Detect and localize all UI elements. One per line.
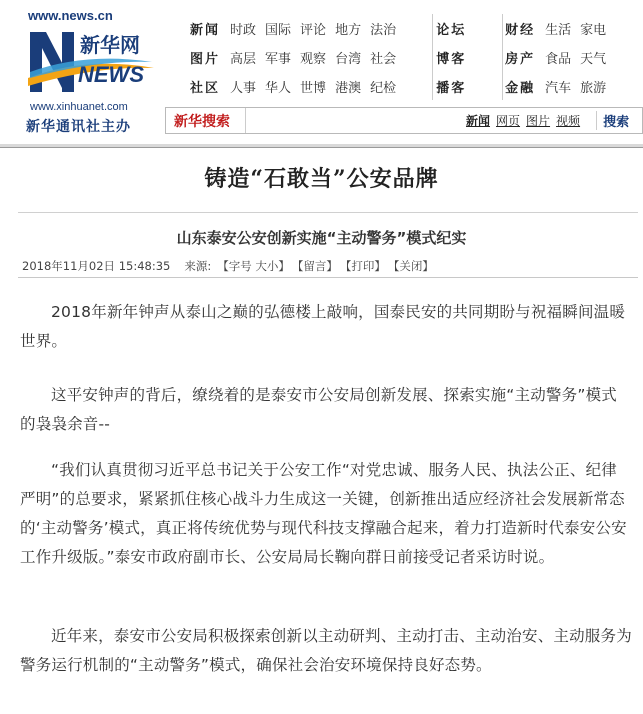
article-paragraph: 2018年新年钟声从泰山之巅的弘德楼上敲响，国泰民安的共同期盼与祝福瞬间温暖世界。	[20, 303, 626, 350]
nav-row-3	[190, 72, 643, 101]
search-bar	[165, 107, 643, 134]
nav-link[interactable]: 台湾	[335, 52, 362, 67]
nav-link[interactable]: 国际	[265, 23, 292, 38]
article-title: 铸造“石敢当”公安品牌	[204, 166, 439, 192]
logo-domain-top: www.news.cn	[28, 8, 113, 23]
nav-link[interactable]: 地方	[335, 23, 362, 38]
article-subtitle: 山东泰安公安创新实施“主动警务”模式纪实	[176, 229, 467, 247]
nav-link[interactable]: 评论	[300, 23, 327, 38]
search-tab-web[interactable]: 网页	[496, 114, 521, 128]
nav-link[interactable]: 播客	[436, 81, 467, 96]
publish-date: 2018年11月02日 15:48:35	[22, 259, 171, 273]
nav-row-1	[190, 14, 643, 43]
nav-link[interactable]: 家电	[580, 23, 607, 38]
logo-mark	[26, 26, 156, 96]
search-tab-news[interactable]: 新闻	[466, 114, 491, 128]
nav-divider	[432, 14, 433, 100]
nav-link[interactable]: 社区	[190, 81, 221, 96]
search-tabs	[466, 112, 586, 129]
logo-sponsor: 新华通讯社主办	[26, 119, 131, 135]
nav-link[interactable]: 人事	[230, 81, 257, 96]
nav-row-2	[190, 43, 643, 72]
nav-link[interactable]: 论坛	[436, 23, 467, 38]
nav-link[interactable]: 图片	[190, 52, 221, 67]
search-tab-images[interactable]: 图片	[526, 114, 551, 128]
font-size-tool[interactable]: 【字号 大小】	[217, 259, 290, 273]
xinhuanet-logo[interactable]	[18, 8, 168, 136]
nav-link[interactable]: 天气	[580, 52, 607, 67]
nav-link[interactable]: 汽车	[545, 81, 572, 96]
search-button[interactable]: 搜索	[596, 111, 629, 130]
nav-link[interactable]: 新闻	[190, 23, 221, 38]
nav-link[interactable]: 军事	[265, 52, 292, 67]
nav-link[interactable]: 食品	[545, 52, 572, 67]
meta-divider	[18, 277, 638, 278]
nav-link[interactable]: 华人	[265, 81, 292, 96]
nav-link[interactable]: 观察	[300, 52, 327, 67]
article-paragraph: 这平安钟声的背后，缭绕着的是泰安市公安局创新发展、探索实施“主动警务”模式的袅袅余音--	[20, 386, 617, 433]
nav-link[interactable]: 生活	[545, 23, 572, 38]
nav-link[interactable]: 纪检	[370, 81, 397, 96]
nav-link[interactable]: 博客	[436, 52, 467, 67]
article-paragraph: “我们认真贯彻习近平总书记关于公安工作“对党忠诚、服务人民、执法公正、纪律严明”的总要求，紧紧抓住核心战斗力生成这一关键，创新推出适应经济社会发展新常态的‘主动警务’模式，真正将传统优势与现代科技支撑融合起来，着力打造新时代泰安公安工作升级版。”泰安市政府副市长、公安局局长鞠向群日前接受记者采访时说。	[20, 461, 627, 566]
logo-domain-bottom: www.xinhuanet.com	[30, 101, 128, 113]
nav-link[interactable]: 旅游	[580, 81, 607, 96]
logo-brand-latin: NEWS	[78, 62, 144, 87]
logo-brand-name: 新华网	[80, 33, 140, 57]
nav-link[interactable]: 财经	[505, 23, 536, 38]
nav-link[interactable]: 金融	[505, 81, 536, 96]
nav-link[interactable]: 法治	[370, 23, 397, 38]
comment-link[interactable]: 【留言】	[291, 259, 338, 273]
site-header	[0, 0, 643, 145]
nav-link[interactable]: 时政	[230, 23, 257, 38]
nav-link[interactable]: 房产	[505, 52, 536, 67]
search-tab-video[interactable]: 视频	[556, 114, 581, 128]
nav-divider	[502, 14, 503, 100]
header-divider-line	[0, 147, 643, 148]
nav-link[interactable]: 高层	[230, 52, 257, 67]
article-paragraph: 近年来，泰安市公安局积极探索创新以主动研判、主动打击、主动治安、主动服务为警务运行机制的“主动警务”模式，确保社会治安环境保持良好态势。	[20, 627, 632, 674]
nav-link[interactable]: 港澳	[335, 81, 362, 96]
title-divider	[18, 212, 638, 213]
print-link[interactable]: 【打印】	[339, 259, 386, 273]
nav-link[interactable]: 世博	[300, 81, 327, 96]
search-label: 新华搜索	[166, 108, 246, 133]
nav-link[interactable]: 社会	[370, 52, 397, 67]
main-nav	[190, 14, 643, 101]
article-meta	[22, 258, 436, 274]
close-link[interactable]: 【关闭】	[387, 259, 434, 273]
source-label: 来源:	[184, 259, 212, 273]
search-input[interactable]	[246, 108, 466, 133]
